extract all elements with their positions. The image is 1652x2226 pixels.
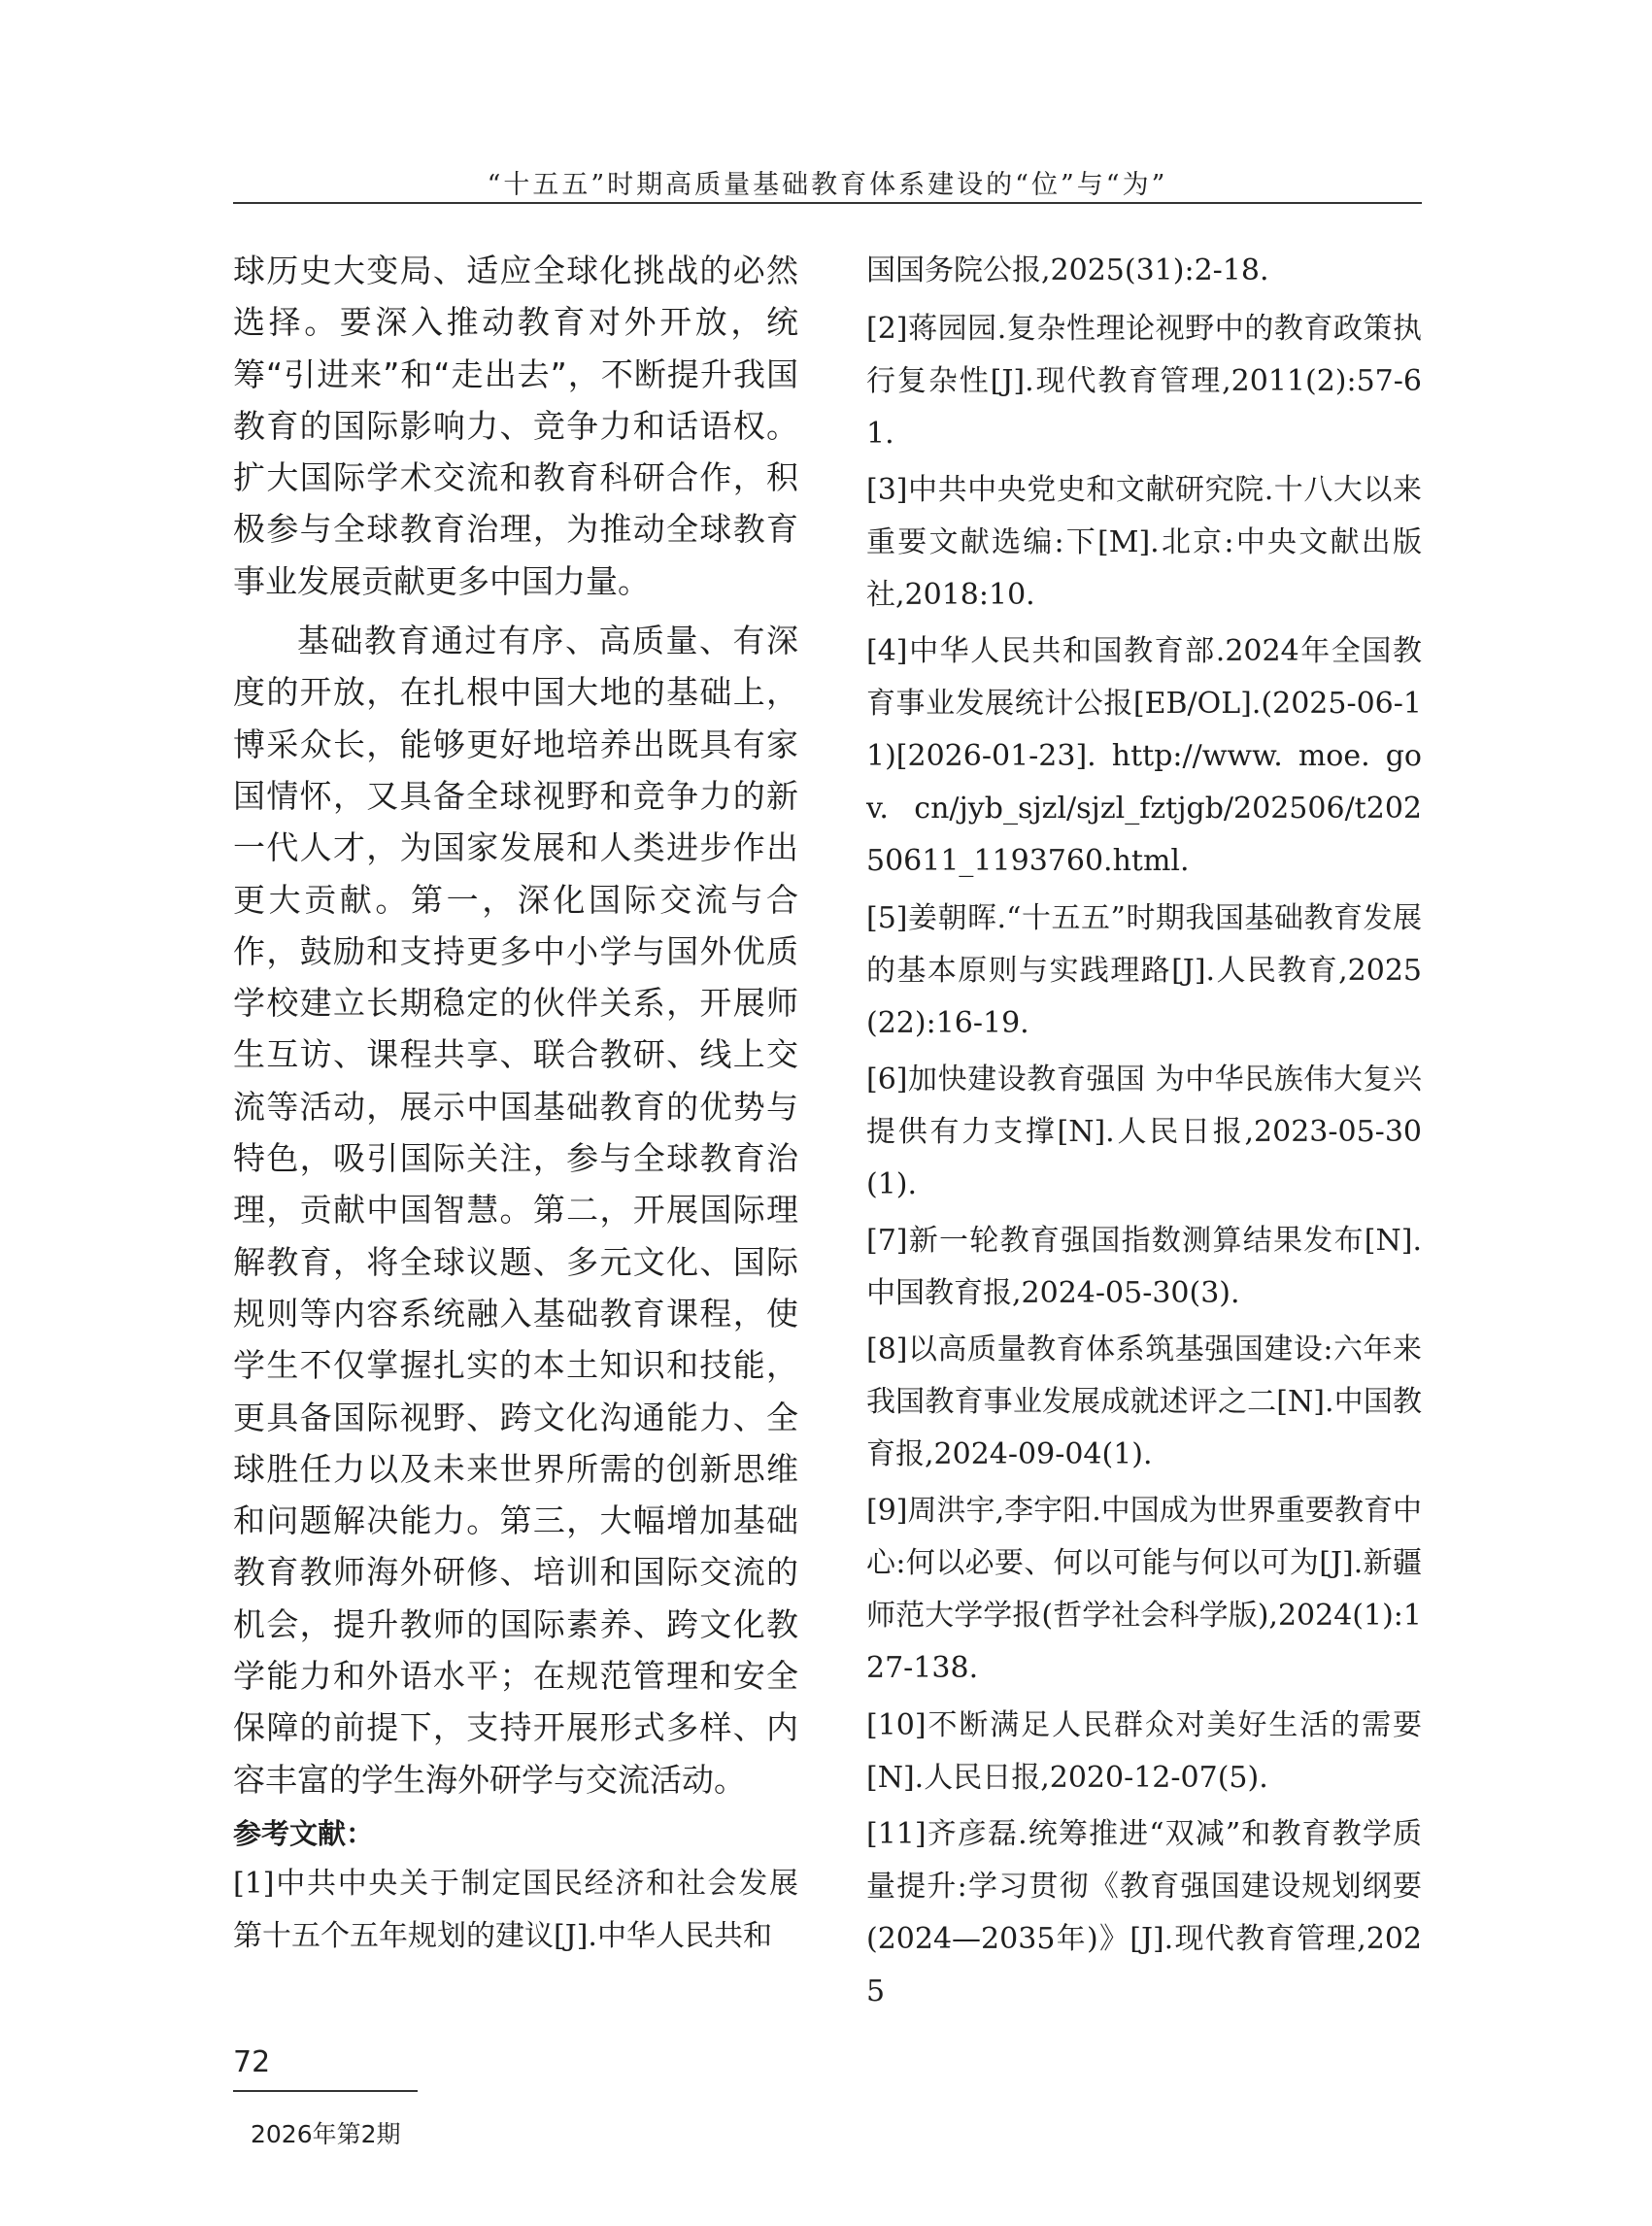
running-head-title: “十五五”时期高质量基础教育体系建设的“位”与“为” [487, 170, 1168, 200]
issue-label: 2026年第2期 [251, 2120, 401, 2148]
reference-2: [2]蒋园园.复杂性理论视野中的教育政策执行复杂性[J].现代教育管理,2011(2):57-61. [866, 312, 1422, 451]
body-paragraph-2: 基础教育通过有序、高质量、有深度的开放，在扎根中国大地的基础上，博采众长，能够更好地培养出既具有家国情怀，又具备全球视野和竞争力的新一代人才，为国家发展和人类进步作出更大贡献。第一，深化国际交流与合作，鼓励和支持更多中小学与国外优质学校建立长期稳定的伙伴关系，开展师生互访、课程共享、联合教研、线上交流等活动，展示中国基础教育的优势与特色，吸引国际关注，参与全球教育治理，贡献中国智慧。第二，开展国际理解教育，将全球议题、多元文化、国际规则等内容系统融入基础教育课程，使学生不仅掌握扎实的本土知识和技能，更具备国际视野、跨文化沟通能力、全球胜任力以及未来世界所需的创新思维和问题解决能力。第三，大幅增加基础教育教师海外研修、培训和国际交流的机会，提升教师的国际素养、跨文化教学能力和外语水平；在规范管理和安全保障的前提下，支持开展形式多样、内容丰富的学生海外研学与交流活动。 [233, 622, 798, 1799]
reference-11: [11]齐彦磊.统筹推进“双减”和教育教学质量提升:学习贯彻《教育强国建设规划纲要(2024—2035年)》[J].现代教育管理,2025 [866, 1816, 1422, 2008]
reference-8: [8]以高质量教育体系筑基强国建设:六年来我国教育事业发展成就述评之二[N].中国教育报,2024-09-04(1). [866, 1332, 1422, 1472]
reference-1: [1]中共中央关于制定国民经济和社会发展第十五个五年规划的建议[J].中华人民共和 [233, 1866, 798, 1953]
right-column [866, 245, 1422, 2022]
reference-5: [5]姜朝晖.“十五五”时期我国基础教育发展的基本原则与实践理路[J].人民教育,2025(22):16-19. [866, 900, 1422, 1040]
references-heading: 参考文献： [233, 1816, 375, 1850]
reference-9: [9]周洪宇,李宇阳.中国成为世界重要教育中心:何以必要、何以可能与何以可为[J].新疆师范大学学报(哲学社会科学版),2024(1):127-138. [866, 1494, 1422, 1686]
header-rule [233, 202, 1422, 204]
reference-7: [7]新一轮教育强国指数测算结果发布[N].中国教育报,2024-05-30(3). [866, 1223, 1422, 1310]
reference-6: [6]加快建设教育强国 为中华民族伟大复兴提供有力支撑[N].人民日报,2023-05-30(1). [866, 1062, 1422, 1201]
left-column [233, 245, 798, 1967]
reference-4: [4]中华人民共和国教育部.2024年全国教育事业发展统计公报[EB/OL].(2025-06-11)[2026-01-23]. http://www. moe. gov. cn/jyb_sjzl/sjzl_fztjgb/202506/t20250611_1193760.html. [866, 634, 1422, 879]
body-paragraph-1: 球历史大变局、适应全球化挑战的必然选择。要深入推动教育对外开放，统筹“引进来”和“走出去”，不断提升我国教育的国际影响力、竞争力和话语权。扩大国际学术交流和教育科研合作，积极参与全球教育治理，为推动全球教育事业发展贡献更多中国力量。 [233, 252, 798, 600]
reference-10: [10]不断满足人民群众对美好生活的需要[N].人民日报,2020-12-07(5). [866, 1707, 1422, 1795]
page-number: 72 [233, 2045, 271, 2079]
footer-rule [233, 2090, 418, 2092]
reference-1-continued: 国国务院公报,2025(31):2-18. [866, 253, 1269, 287]
reference-3: [3]中共中央党史和文献研究院.十八大以来重要文献选编:下[M].北京:中央文献出版社,2018:10. [866, 473, 1422, 613]
